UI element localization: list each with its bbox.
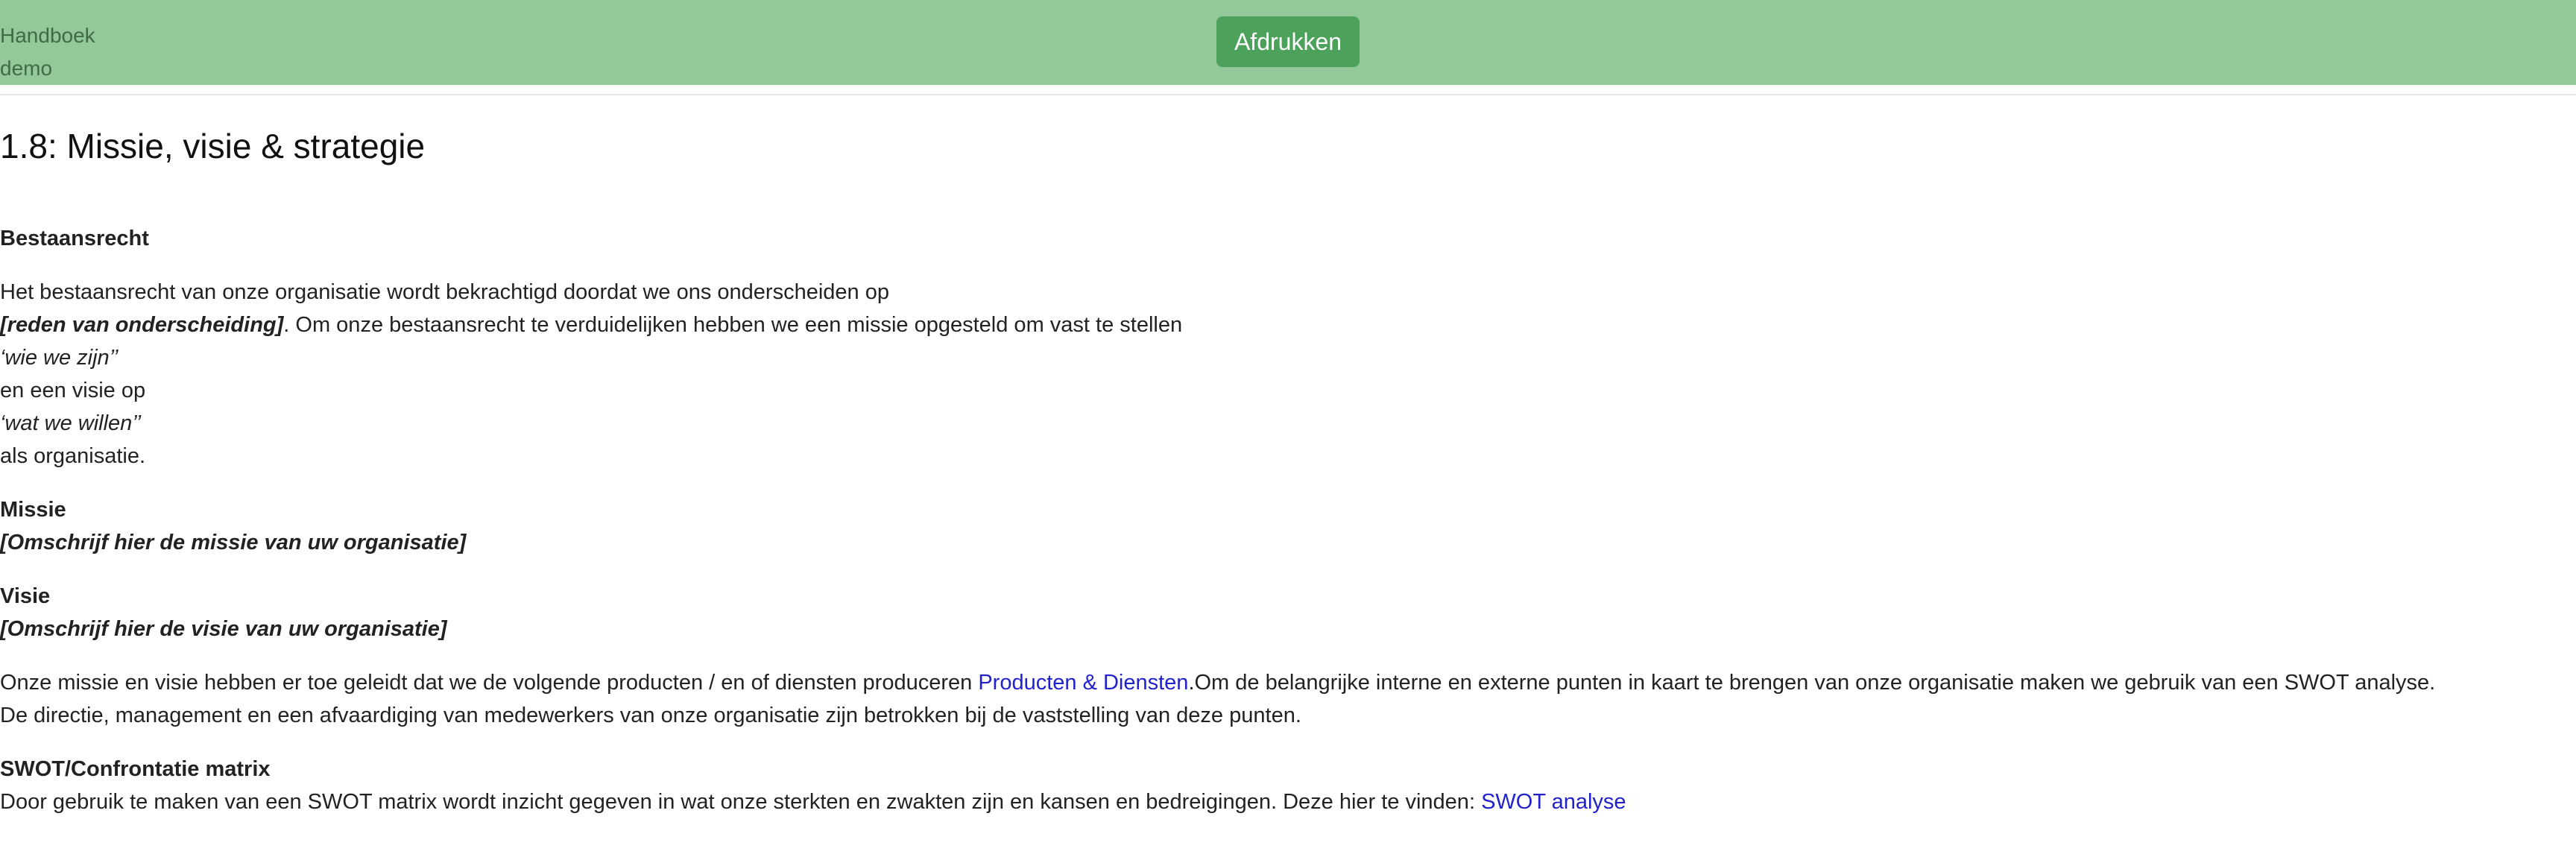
missie-placeholder: [Omschrijf hier de missie van uw organisatie] <box>0 531 467 554</box>
header-divider <box>0 94 2576 95</box>
products-services-link[interactable]: Producten & Diensten <box>978 671 1189 695</box>
heading-missie: Missie <box>0 498 66 522</box>
products-paragraph-line-2: De directie, management en een afvaardiging van medewerkers van onze organisatie zijn betrokken bij de vaststelling van deze punten. <box>0 704 1301 727</box>
products-text-after: .Om de belangrijke interne en externe punten in kaart te brengen van onze organisatie maken we gebruik van een SWOT analyse. <box>1188 671 2436 695</box>
products-paragraph <box>0 666 2435 699</box>
swot-paragraph <box>0 786 1626 818</box>
brand-line-1: Handboek <box>0 24 95 47</box>
quote-who-we-are: ‘wie we zijn’’ <box>0 346 119 370</box>
print-button[interactable]: Afdrukken <box>1216 16 1360 67</box>
quote-what-we-want: ‘wat we willen’’ <box>0 411 142 435</box>
swot-text: Door gebruik te maken van een SWOT matrix wordt inzicht gegeven in wat onze sterkten en zwakten zijn en kansen en bedreigingen. Deze hier te vinden: <box>0 790 1482 814</box>
brand[interactable] <box>0 19 95 85</box>
vision-on-text: en een visie op <box>0 379 146 402</box>
as-organisation-text: als organisatie. <box>0 444 146 468</box>
bestaansrecht-reason-line <box>0 309 1182 341</box>
bestaansrecht-intro: Het bestaansrecht van onze organisatie wordt bekrachtigd doordat we ons onderscheiden op <box>0 280 889 304</box>
page-title: 1.8: Missie, visie & strategie <box>0 127 426 165</box>
top-bar <box>0 0 2576 85</box>
heading-visie: Visie <box>0 584 51 608</box>
visie-placeholder: [Omschrijf hier de visie van uw organisatie] <box>0 617 447 641</box>
swot-analyse-link[interactable]: SWOT analyse <box>1481 790 1626 814</box>
brand-line-2: demo <box>0 57 53 80</box>
heading-bestaansrecht: Bestaansrecht <box>0 227 149 250</box>
heading-swot: SWOT/Confrontatie matrix <box>0 757 271 781</box>
products-text-before: Onze missie en visie hebben er toe geleidt dat we de volgende producten / en of diensten produceren <box>0 671 979 695</box>
reason-after-text: . Om onze bestaansrecht te verduidelijken hebben we een missie opgesteld om vast te stellen <box>283 313 1183 337</box>
reason-placeholder: [reden van onderscheiding] <box>0 313 284 337</box>
